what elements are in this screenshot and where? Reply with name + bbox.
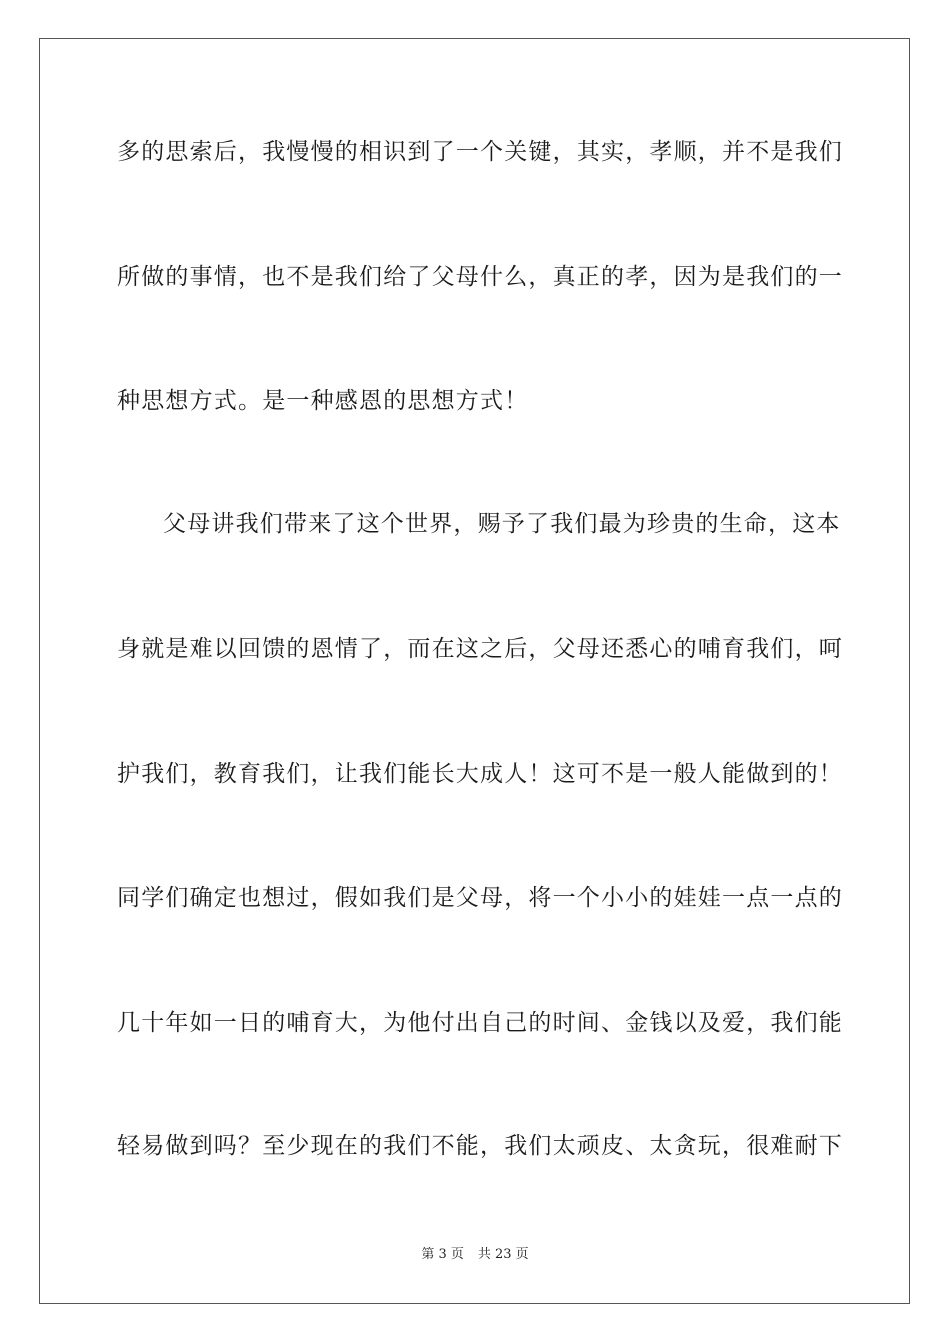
text-line: 几十年如一日的哺育大，为他付出自己的时间、金钱以及爱，我们能	[117, 1010, 843, 1036]
text-line: 身就是难以回馈的恩情了，而在这之后，父母还悉心的哺育我们，呵	[117, 636, 843, 662]
page-footer	[0, 1246, 950, 1264]
text-line: 种思想方式。是一种感恩的思想方式！	[117, 388, 529, 414]
total-pages: 共 23 页	[477, 1247, 529, 1262]
paragraph-first-line: 父母讲我们带来了这个世界，赐予了我们最为珍贵的生命，这本	[163, 511, 841, 537]
text-line: 同学们确定也想过，假如我们是父母，将一个小小的娃娃一点一点的	[117, 885, 843, 911]
text-line: 轻易做到吗？至少现在的我们不能，我们太顽皮、太贪玩，很难耐下	[117, 1133, 843, 1159]
page-border	[39, 38, 910, 1304]
text-line: 多的思索后，我慢慢的相识到了一个关键，其实，孝顺，并不是我们	[117, 139, 843, 165]
text-line: 所做的事情，也不是我们给了父母什么，真正的孝，因为是我们的一	[117, 264, 843, 290]
page-number: 第 3 页	[421, 1247, 464, 1262]
text-line: 护我们，教育我们，让我们能长大成人！这可不是一般人能做到的！	[117, 761, 843, 787]
